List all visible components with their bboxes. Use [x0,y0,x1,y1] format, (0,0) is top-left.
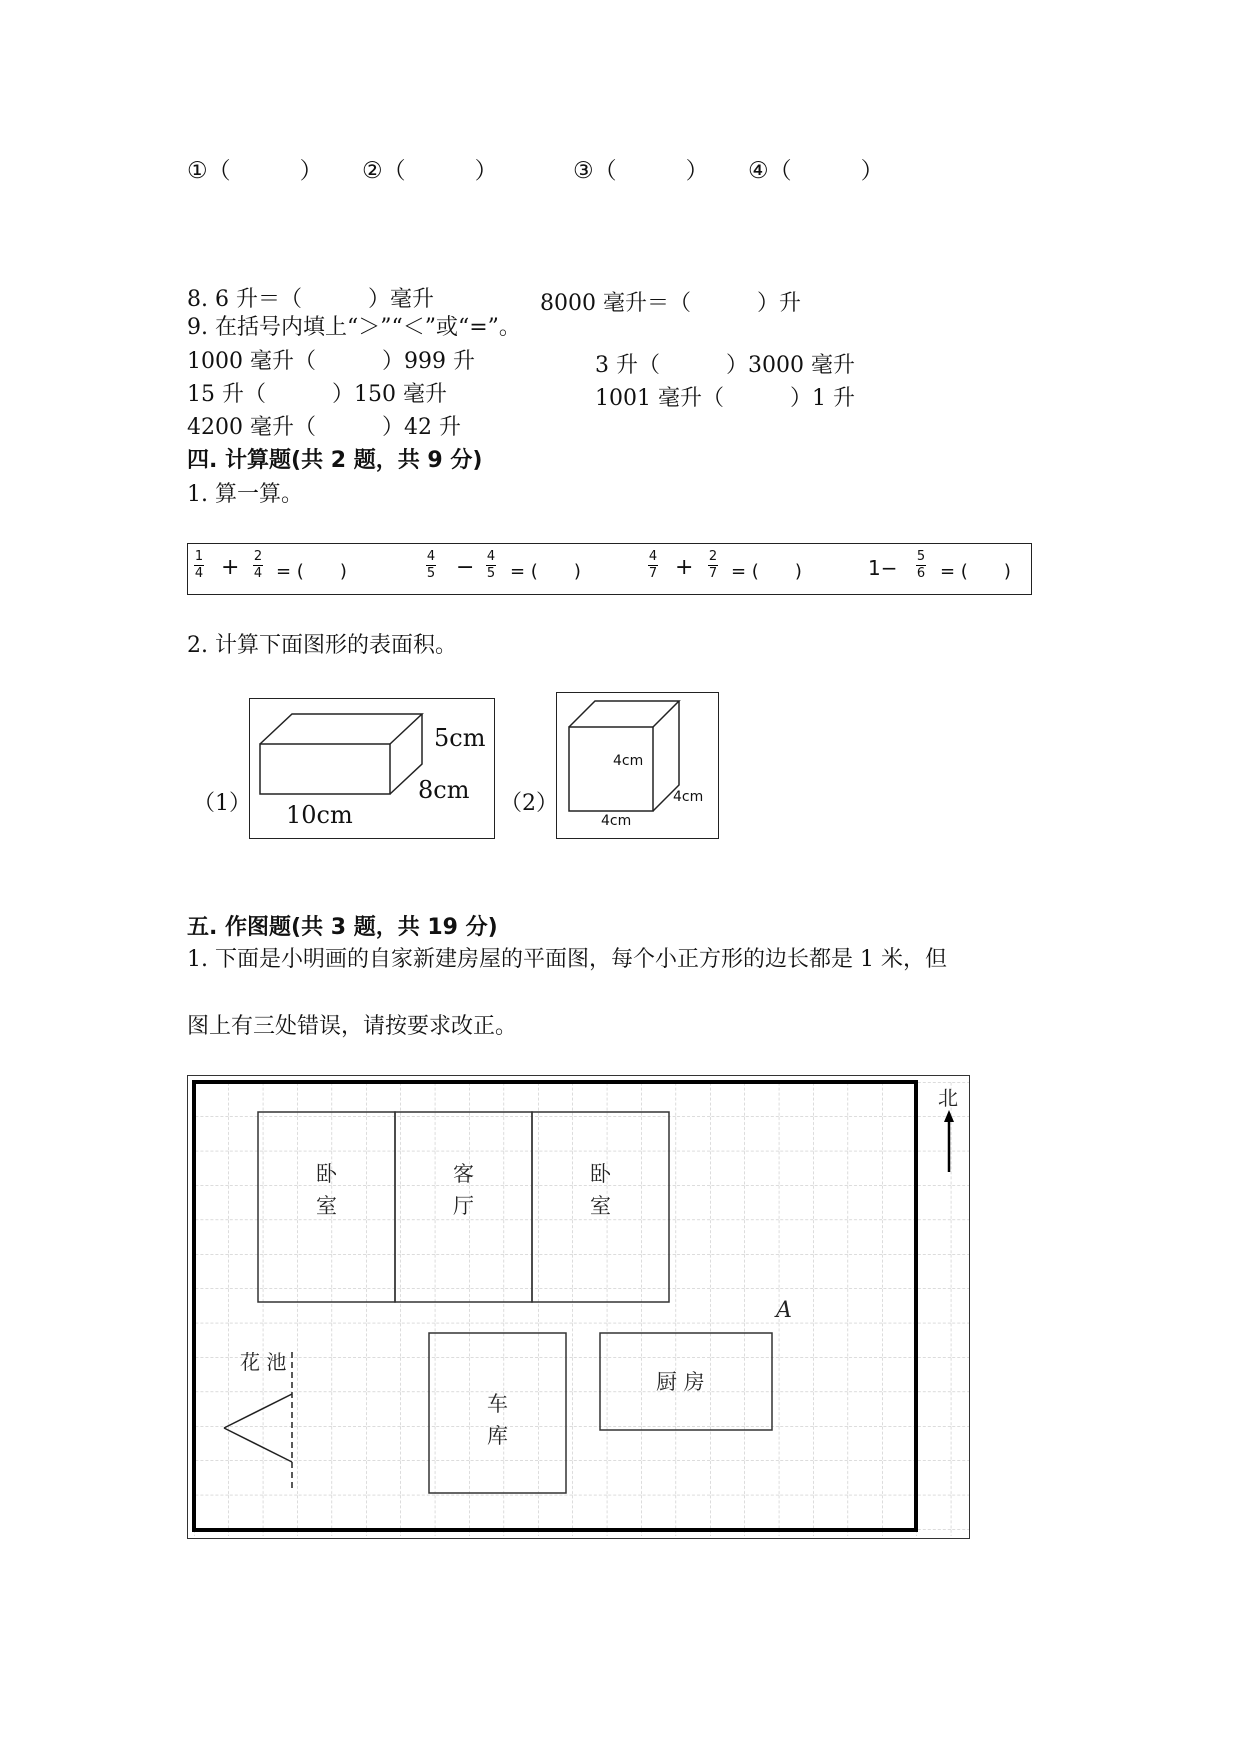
section5-q1-line1: 1. 下面是小明画的自家新建房屋的平面图，每个小正方形的边长都是 1 米，但 [187,947,947,972]
frac-2a: 4 5 [426,549,436,581]
north-label: 北 [938,1086,958,1110]
fig2-height-label: 4cm [613,753,644,769]
flower-bed-label: 花 池 [240,1350,287,1374]
bedroom2-label-2: 室 [590,1194,611,1218]
section5-q1-line2: 图上有三处错误，请按要求改正。 [187,1014,518,1039]
q7-blank-3: ③（ ） [573,158,709,184]
eq-1: = ( ) [276,561,347,582]
frac-1a: 1 4 [194,549,204,581]
op-2: − [456,555,475,580]
bedroom1-label-2: 室 [316,1194,337,1218]
section4-heading: 四. 计算题(共 2 题，共 9 分) [187,448,483,473]
op-3: + [675,555,694,580]
frac-1b: 2 4 [253,549,263,581]
q9-row3-left: 4200 毫升（ ）42 升 [187,415,461,440]
q9-row1-right: 3 升（ ）3000 毫升 [595,353,855,378]
fig1-label: （1） [193,791,251,816]
living-label-1: 客 [453,1162,474,1186]
section5-heading: 五. 作图题(共 3 题，共 19 分) [187,915,498,940]
q8-part2: 8000 毫升＝（ ）升 [540,291,801,316]
bedroom1-label-1: 卧 [316,1162,337,1186]
section4-q1-title: 1. 算一算。 [187,482,303,507]
fig2-width-label: 4cm [673,789,704,805]
garage-label-1: 车 [487,1392,508,1416]
floor-plan [187,1075,970,1539]
garage-label-2: 库 [487,1424,508,1448]
q9-row2-left: 15 升（ ）150 毫升 [187,382,447,407]
kitchen-label: 厨 房 [656,1370,705,1394]
q9-row2-right: 1001 毫升（ ）1 升 [595,386,855,411]
living-label-2: 厅 [453,1194,474,1218]
q9-title: 9. 在括号内填上“＞”“＜”或“=”。 [187,315,521,340]
frac-3a: 4 7 [648,549,658,581]
eq-4: = ( ) [940,561,1011,582]
section4-q2-title: 2. 计算下面图形的表面积。 [187,633,457,658]
q7-blank-4: ④（ ） [748,158,884,184]
q8-part1: 8. 6 升＝（ ）毫升 [187,287,434,312]
fig1-height-label: 5cm [434,724,486,752]
q7-blank-2: ②（ ） [362,158,498,184]
point-a-label: A [776,1298,792,1323]
fig1-width-label: 8cm [418,776,470,804]
whole-4: 1− [868,556,898,580]
op-1: + [221,555,240,580]
fig2-length-label: 4cm [601,813,632,829]
fig1-length-label: 10cm [286,801,353,829]
q7-blank-1: ①（ ） [187,158,323,184]
fig1-box [249,698,495,839]
frac-2b: 4 5 [486,549,496,581]
eq-2: = ( ) [510,561,581,582]
fig2-label: （2） [500,791,558,816]
eq-3: = ( ) [731,561,802,582]
q9-row1-left: 1000 毫升（ ）999 升 [187,349,475,374]
frac-3b: 2 7 [708,549,718,581]
plan-grid [188,1076,969,1538]
bedroom2-label-1: 卧 [590,1162,611,1186]
calc-box [187,543,1032,595]
frac-4b: 5 6 [916,549,926,581]
fig2-box [556,692,719,839]
